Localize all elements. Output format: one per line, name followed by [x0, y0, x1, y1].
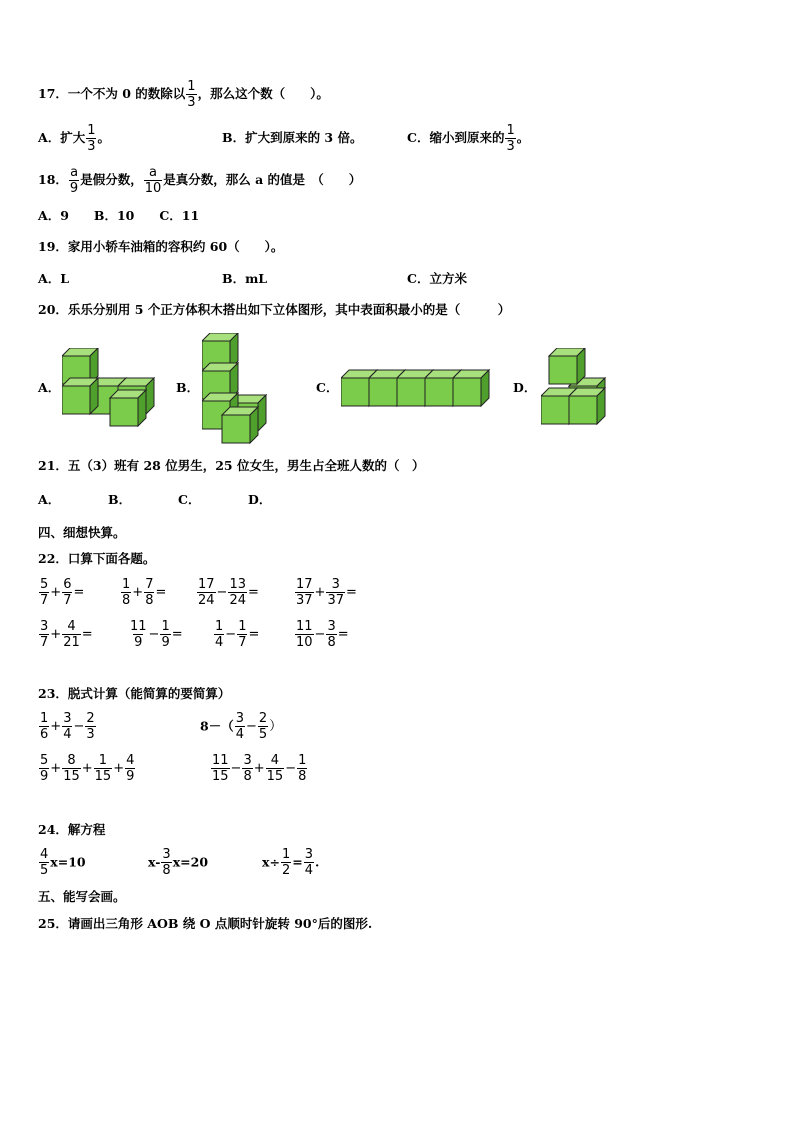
- q21-option-d: D．: [248, 492, 272, 507]
- q17-stem: [38, 80, 329, 109]
- q18-fraction-1: $\frac{a}{9}$: [69, 165, 79, 196]
- q21-option-b: B．: [108, 492, 132, 507]
- q22-item: $\frac{17}{37}$ + $\frac{3}{37}$ =: [296, 577, 357, 608]
- q22-item: $\frac{3}{7}$ + $\frac{4}{21}$ =: [40, 619, 93, 650]
- q20-label-b: B．: [176, 380, 200, 395]
- q24-equation-2: x- $\frac{3}{8}$ x=20: [148, 847, 209, 878]
- q21-option-c: C．: [178, 492, 201, 507]
- q23-expression-3: $\frac{5}{9}$ + $\frac{8}{15}$ + $\frac{1}{15}$ + $\frac{4}{9}$: [40, 753, 135, 784]
- q21-option-a: A．: [38, 492, 61, 507]
- q17-option-b: B．扩大到原来的 3 倍。: [222, 130, 363, 145]
- q17-fraction: $\frac{1}{3}$: [187, 79, 196, 110]
- q23-title: 23．脱式计算（能简算的要简算）: [38, 686, 231, 701]
- q20-label-d: D．: [513, 380, 537, 395]
- q19-stem: 19．家用小轿车油箱的容积约 60（ ）。: [38, 239, 284, 254]
- q20-label-a: A．: [38, 380, 61, 395]
- cube-figure-b: [202, 333, 282, 449]
- q18-fraction-2: $\frac{a}{10}$: [144, 165, 162, 196]
- q23-expression-1: $\frac{1}{6}$ + $\frac{3}{4}$ − $\frac{2}{3}$: [40, 711, 95, 742]
- q24-equation-1: $\frac{4}{5}$ x=10: [40, 847, 86, 878]
- cube-figure-d: [541, 348, 621, 428]
- q23-expression-4: $\frac{11}{15}$ − $\frac{3}{8}$ + $\frac{4}{15}$ − $\frac{1}{8}$: [212, 753, 307, 784]
- q21-stem: 21．五（3）班有 28 位男生，25 位女生，男生占全班人数的（ ）: [38, 458, 425, 473]
- q20-stem: 20．乐乐分别用 5 个正方体积木搭出如下立体图形，其中表面积最小的是（ ）: [38, 302, 511, 317]
- q22-item: $\frac{17}{24}$ − $\frac{13}{24}$ =: [198, 577, 259, 608]
- cube-figure-a: [62, 348, 162, 428]
- q19-option-b: B．mL: [222, 271, 268, 286]
- q22-item: $\frac{1}{8}$ + $\frac{7}{8}$ =: [122, 577, 167, 608]
- q23-expression-2: 8－（ $\frac{3}{4}$ − $\frac{2}{5}$ ）: [200, 711, 283, 742]
- q17-option-c: C．缩小到原来的 $\frac{1}{3}$ 。: [407, 123, 530, 154]
- q17-option-a: A．扩大 $\frac{1}{3}$ 。: [38, 123, 110, 154]
- cube-figure-c: [341, 368, 501, 410]
- q22-item: $\frac{11}{9}$ − $\frac{1}{9}$ =: [130, 619, 183, 650]
- q18-options: A．9 B．10 C．11: [38, 208, 200, 223]
- section-4-heading: 四、细想快算。: [38, 525, 126, 540]
- q24-title: 24．解方程: [38, 822, 106, 837]
- q22-item: $\frac{1}{4}$ − $\frac{1}{7}$ =: [215, 619, 260, 650]
- q17-prefix: 17．一个不为 0 的数除以: [38, 86, 186, 101]
- q25-stem: 25．请画出三角形 AOB 绕 O 点顺时针旋转 90°后的图形.: [38, 916, 373, 931]
- q19-option-c: C．立方米: [407, 271, 467, 286]
- section-5-heading: 五、能写会画。: [38, 889, 126, 904]
- q17-suffix: ，那么这个数（ ）。: [197, 86, 329, 101]
- q22-title: 22．口算下面各题。: [38, 551, 156, 566]
- q20-label-c: C．: [316, 380, 339, 395]
- q18-stem: 18． $\frac{a}{9}$ 是假分数， $\frac{a}{10}$ 是真分数，那么 a 的值是 （ ）: [38, 165, 362, 196]
- q22-item: $\frac{11}{10}$ − $\frac{3}{8}$ =: [296, 619, 349, 650]
- q22-item: $\frac{5}{7}$ + $\frac{6}{7}$ =: [40, 577, 85, 608]
- q24-equation-3: x÷ $\frac{1}{2}$ = $\frac{3}{4}$ .: [262, 847, 320, 878]
- q19-option-a: A．L: [38, 271, 69, 286]
